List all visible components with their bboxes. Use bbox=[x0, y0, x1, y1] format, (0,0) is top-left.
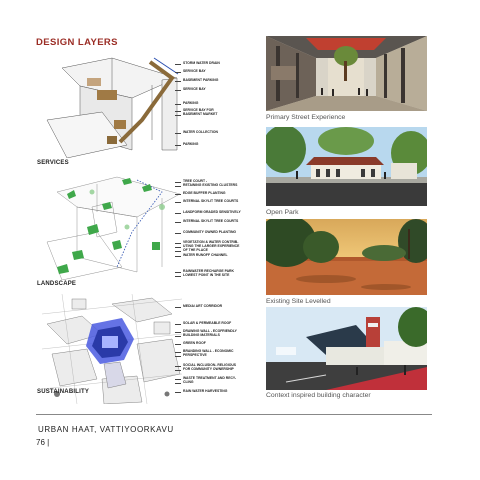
photo-caption: Context inspired building character bbox=[266, 392, 371, 399]
leader-label: WATER COLLECTION bbox=[183, 130, 218, 134]
leader-label: TREE COURT - bbox=[183, 179, 208, 183]
leader-label: GREEN ROOF bbox=[183, 341, 206, 345]
leader-label: EDGE BUFFER PLANTING bbox=[183, 191, 226, 195]
leader-label: MEDIA/ ART CORRIDOR bbox=[183, 304, 223, 308]
photo-caption: Open Park bbox=[266, 209, 299, 216]
leader-label: UTING THE LARGER EXPERIENCE bbox=[183, 244, 240, 248]
footer-title: URBAN HAAT, VATTIYOORKAVU bbox=[38, 425, 174, 434]
leader-label: BUILDING MATERIALS bbox=[183, 333, 220, 337]
leader-label: INTERNAL SKYLIT TREE COURTS bbox=[183, 219, 239, 223]
leader-label: RAIN WATER HARVESTING bbox=[183, 389, 228, 393]
leader-label: COMMUNITY OWNED PLANTING bbox=[183, 230, 237, 234]
photo-context-building bbox=[266, 307, 427, 390]
leader-label: OF THE PLACE bbox=[183, 248, 208, 252]
leader-label: BASEMENT PARKING bbox=[183, 78, 219, 82]
services-diagram bbox=[42, 50, 182, 158]
leader-label: PARKING bbox=[183, 101, 199, 105]
section-label-services: SERVICES bbox=[37, 160, 69, 166]
leader-label: LOWEST POINT IN THE SITE bbox=[183, 273, 230, 277]
leader-label: BASEMENT MARKET bbox=[183, 112, 218, 116]
leader-label: VEGETATION & WATER CONTRIB- bbox=[183, 240, 239, 244]
leader-label: SERVICE BAY bbox=[183, 87, 206, 91]
leader-label: DRAWING WALL - ECOFRIENDLY bbox=[183, 329, 237, 333]
photo-caption: Primary Street Experience bbox=[266, 114, 346, 121]
section-label-landscape: LANDSCAPE bbox=[37, 281, 77, 287]
photo-existing-site bbox=[266, 219, 427, 295]
photo-caption: Existing Site Levelled bbox=[266, 298, 331, 305]
leader-label: SOLAR & PERMEABLE ROOF bbox=[183, 321, 232, 325]
leader-label: WATER RUNOFF CHANNEL bbox=[183, 253, 228, 257]
leader-label: SOCIAL INCLUSION- RELIGIOUS bbox=[183, 363, 237, 367]
photo-open-park bbox=[266, 127, 427, 206]
leader-label: BRANDING WALL - ECONOMIC bbox=[183, 349, 234, 353]
leader-label: FOR COMMUNITY OWNERSHIP bbox=[183, 367, 234, 371]
leader-label: SERVICE BAY bbox=[183, 69, 206, 73]
leader-label: PARKING bbox=[183, 142, 199, 146]
leader-label: STORM WATER DRAIN bbox=[183, 61, 220, 65]
footer-divider bbox=[36, 414, 432, 415]
leader-label: RETAINING EXISTING CLUSTERS bbox=[183, 183, 238, 187]
photo-primary-street bbox=[266, 36, 427, 111]
leader-label: WASTE TREATMENT AND RECY- bbox=[183, 376, 237, 380]
landscape-diagram bbox=[42, 172, 182, 280]
leader-label: SERVICE BAY FOR bbox=[183, 108, 214, 112]
leader-label: INTERNAL SKYLIT TREE COURTS bbox=[183, 199, 239, 203]
leader-label: PERSPECTIVE bbox=[183, 353, 207, 357]
section-label-sustainability: SUSTAINABILITY bbox=[37, 389, 90, 395]
page-title: DESIGN LAYERS bbox=[36, 37, 118, 48]
leader-label: RAINWATER RECHARGE PARK bbox=[183, 269, 234, 273]
leader-label: CLING bbox=[183, 380, 194, 384]
leader-label: LANDFORM GRADED SENSITIVELY bbox=[183, 210, 241, 214]
page-number: 76 | bbox=[36, 438, 50, 447]
sustainability-diagram bbox=[42, 294, 182, 404]
